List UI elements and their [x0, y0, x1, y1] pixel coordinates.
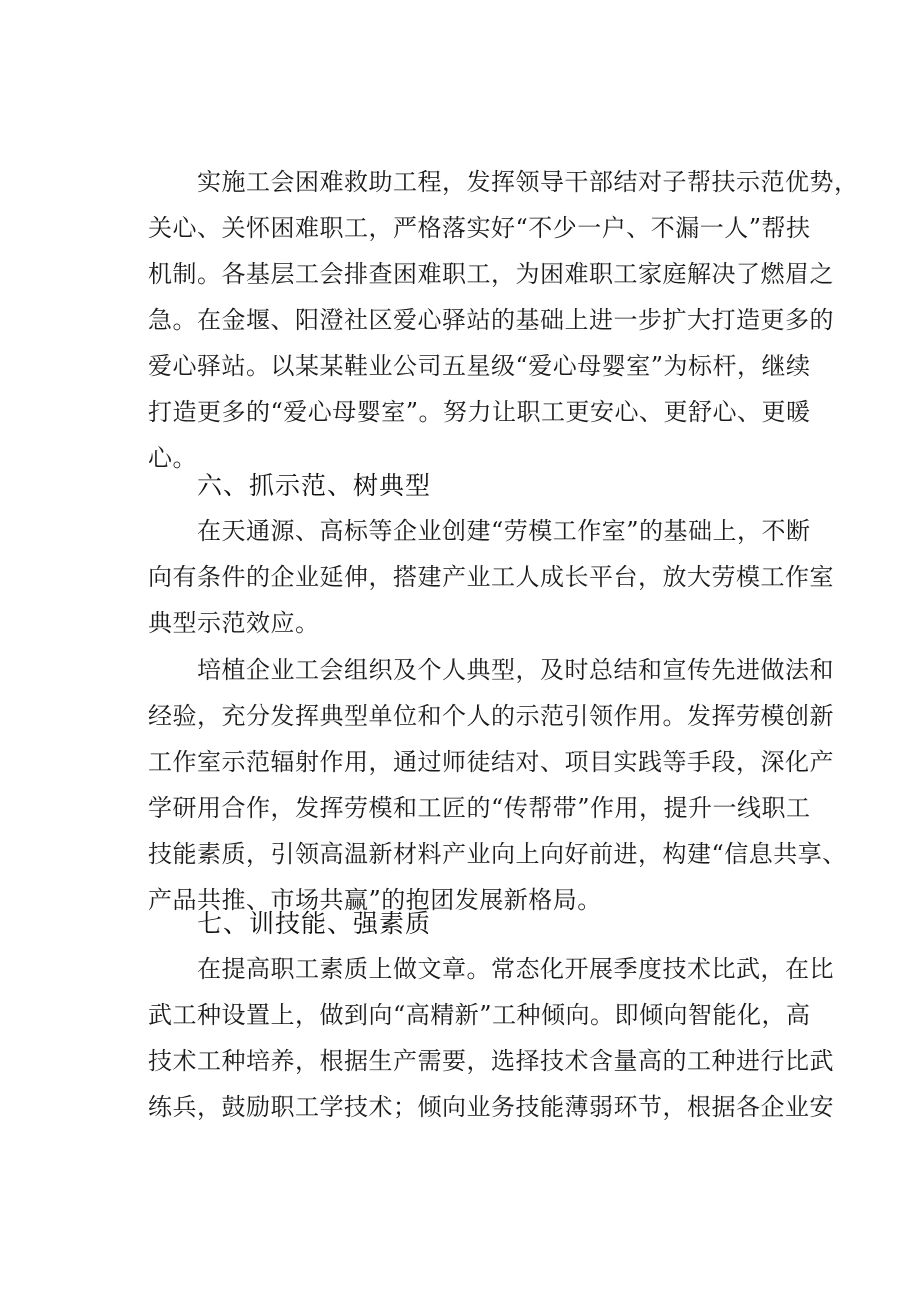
text-line: 学研用合作，发挥劳模和工匠的“传帮带”作用，提升一线职工	[148, 794, 811, 822]
text-line: 急。在金堰、阳澄社区爱心驿站的基础上进一步扩大打造更多的	[148, 306, 834, 334]
text-line: 武工种设置上，做到向“高精新”工种倾向。即倾向智能化，高	[148, 1001, 811, 1029]
text-line: 心。	[148, 444, 197, 472]
text-line: 在天通源、高标等企业创建“劳模工作室”的基础上，不断	[148, 517, 811, 545]
text-line: 产品共推、市场共赢”的抱团发展新格局。	[148, 886, 602, 914]
text-line: 培植企业工会组织及个人典型，及时总结和宣传先进做法和	[148, 656, 834, 684]
text-line: 爱心驿站。以某某鞋业公司五星级“爱心母婴室”为标杆，继续	[148, 352, 811, 380]
text-line: 练兵，鼓励职工学技术；倾向业务技能薄弱环节，根据各企业安	[148, 1093, 834, 1121]
text-line: 向有条件的企业延伸，搭建产业工人成长平台，放大劳模工作室	[148, 563, 834, 591]
text-line: 经验，充分发挥典型单位和个人的示范引领作用。发挥劳模创新	[148, 702, 834, 730]
text-line: 技能素质，引领高温新材料产业向上向好前进，构建“信息共享、	[148, 840, 847, 868]
text-line: 机制。各基层工会排查困难职工，为困难职工家庭解决了燃眉之	[148, 260, 834, 288]
text-line: 打造更多的“爱心母婴室”。努力让职工更安心、更舒心、更暖	[148, 398, 811, 426]
text-line: 实施工会困难救助工程，发挥领导干部结对子帮扶示范优势，	[148, 168, 859, 196]
text-line: 典型示范效应。	[148, 609, 320, 637]
text-line: 工作室示范辐射作用，通过师徒结对、项目实践等手段，深化产	[148, 748, 834, 776]
section-heading-seven: 七、训技能、强素质	[197, 909, 432, 938]
section-heading-six: 六、抓示范、树典型	[197, 471, 432, 500]
text-line: 关心、关怀困难职工，严格落实好“不少一户、不漏一人”帮扶	[148, 214, 811, 242]
text-line: 在提高职工素质上做文章。常态化开展季度技术比武，在比	[148, 955, 834, 983]
text-line: 技术工种培养，根据生产需要，选择技术含量高的工种进行比武	[148, 1047, 834, 1075]
